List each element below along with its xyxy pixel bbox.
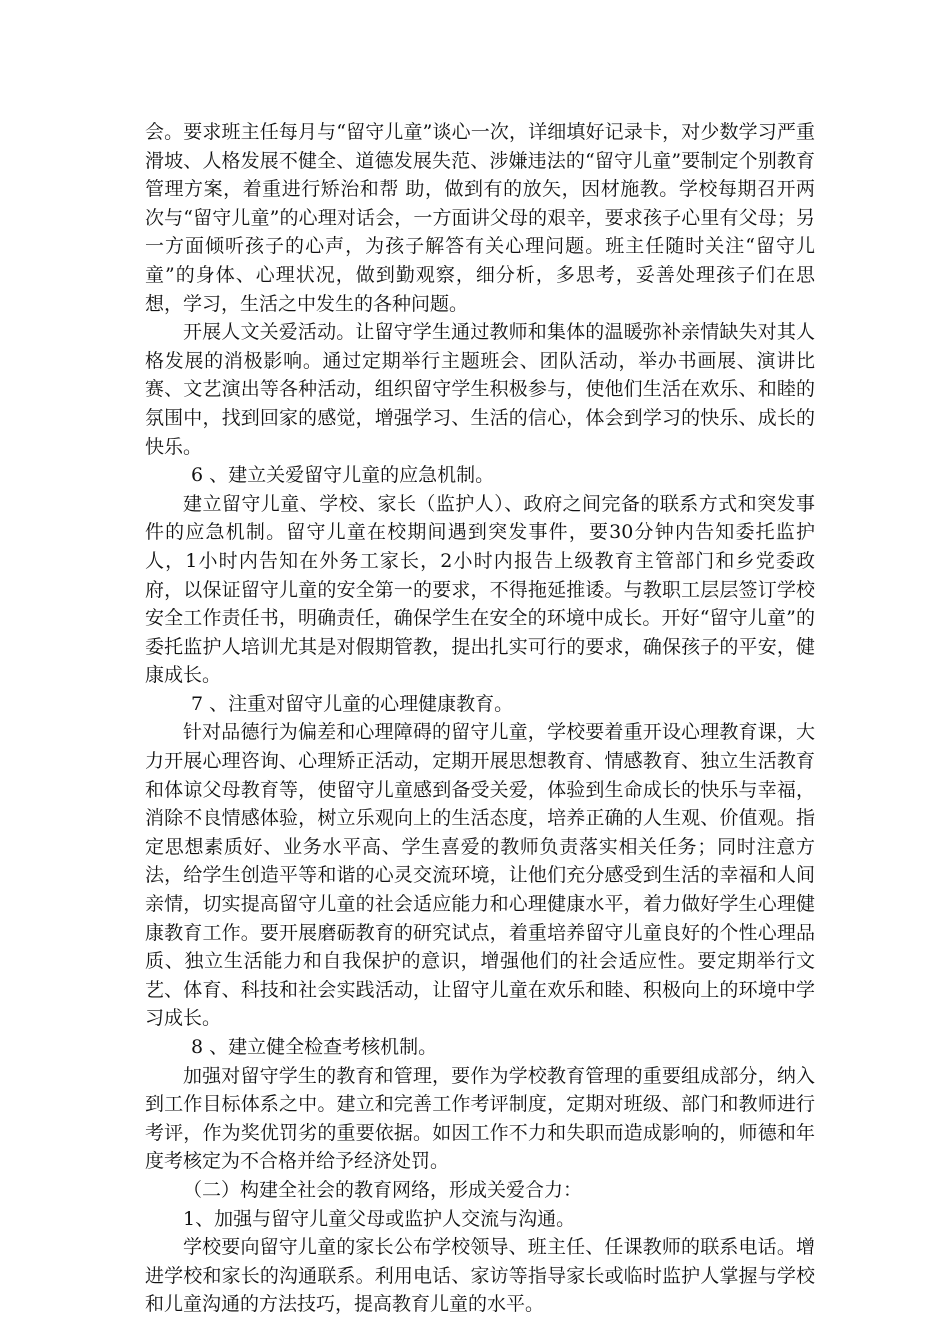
- paragraph-4: 针对品德行为偏差和心理障碍的留守儿童，学校要着重开设心理教育课，大力开展心理咨询、心理矫正活动，定期开展思想教育、情感教育、独立生活教育和体谅父母教育等，使留守儿童感到备受关爱，体验到生命成长的快乐与幸福，消除不良情感体验，树立乐观向上的生活态度，培养正确的人生观、价值观。指定思想素质好、业务水平高、学生喜爱的教师负责落实相关任务；同时注意方法，给学生创造平等和谐的心灵交流环境，让他们充分感受到生活的幸福和人间亲情，切实提高留守儿童的社会适应能力和心理健康水平，着力做好学生心理健康教育工作。要开展磨砺教育的研究试点，着重培养留守儿童良好的个性心理品质、独立生活能力和自我保护的意识，增强他们的社会适应性。要定期举行文艺、体育、科技和社会实践活动，让留守儿童在欢乐和睦、积极向上的环境中学习成长。: [145, 721, 815, 1030]
- section-heading-6: 6 、建立关爱留守儿童的应急机制。: [191, 464, 495, 487]
- paragraph-6: 学校要向留守儿童的家长公布学校领导、班主任、任课教师的联系电话。增进学校和家长的沟通联系。利用电话、家访等指导家长或临时监护人掌握与学校和儿童沟通的方法技巧，提高教育儿童的水平。: [145, 1236, 815, 1316]
- subsection-heading-1: 1、加强与留守儿童父母或监护人交流与沟通。: [183, 1207, 576, 1230]
- section-heading-part-2: （二）构建全社会的教育网络，形成关爱合力：: [183, 1178, 583, 1201]
- paragraph-5: 加强对留守学生的教育和管理，要作为学校教育管理的重要组成部分，纳入到工作目标体系之中。建立和完善工作考评制度，定期对班级、部门和教师进行考评，作为奖优罚劣的重要依据。如因工作不力和失职而造成影响的，师德和年度考核定为不合格并给予经济处罚。: [145, 1064, 815, 1173]
- document-page: [145, 118, 815, 1319]
- paragraph-3: 建立留守儿童、学校、家长（监护人）、政府之间完备的联系方式和突发事件的应急机制。留守儿童在校期间遇到突发事件，要30分钟内告知委托监护人，1小时内告知在外务工家长，2小时内报告上级教育主管部门和乡党委政府，以保证留守儿童的安全第一的要求，不得拖延推诿。与教职工层层签订学校安全工作责任书，明确责任，确保学生在安全的环境中成长。开好“留守儿童”的委托监护人培训尤其是对假期管教，提出扎实可行的要求，确保孩子的平安，健康成长。: [145, 492, 815, 687]
- paragraph-1: 会。要求班主任每月与“留守儿童”谈心一次，详细填好记录卡，对少数学习严重滑坡、人格发展不健全、道德发展失范、涉嫌违法的“留守儿童”要制定个别教育管理方案，着重进行矫治和帮 助，做到有的放矢，因材施教。学校每期召开两次与“留守儿童”的心理对话会，一方面讲父母的艰辛，要求孩子心里有父母；另一方面倾听孩子的心声，为孩子解答有关心理问题。班主任随时关注“留守儿童”的身体、心理状况，做到勤观察，细分析，多思考，妥善处理孩子们在思想，学习，生活之中发生的各种问题。: [145, 121, 815, 315]
- paragraph-2: 开展人文关爱活动。让留守学生通过教师和集体的温暖弥补亲情缺失对其人格发展的消极影响。通过定期举行主题班会、团队活动，举办书画展、演讲比赛、文艺演出等各种活动，组织留守学生积极参与，使他们生活在欢乐、和睦的氛围中，找到回家的感觉，增强学习、生活的信心，体会到学习的快乐、成长的快乐。: [145, 321, 815, 458]
- section-heading-8: 8 、建立健全检查考核机制。: [191, 1036, 438, 1058]
- section-heading-7: 7 、注重对留守儿童的心理健康教育。: [191, 692, 514, 715]
